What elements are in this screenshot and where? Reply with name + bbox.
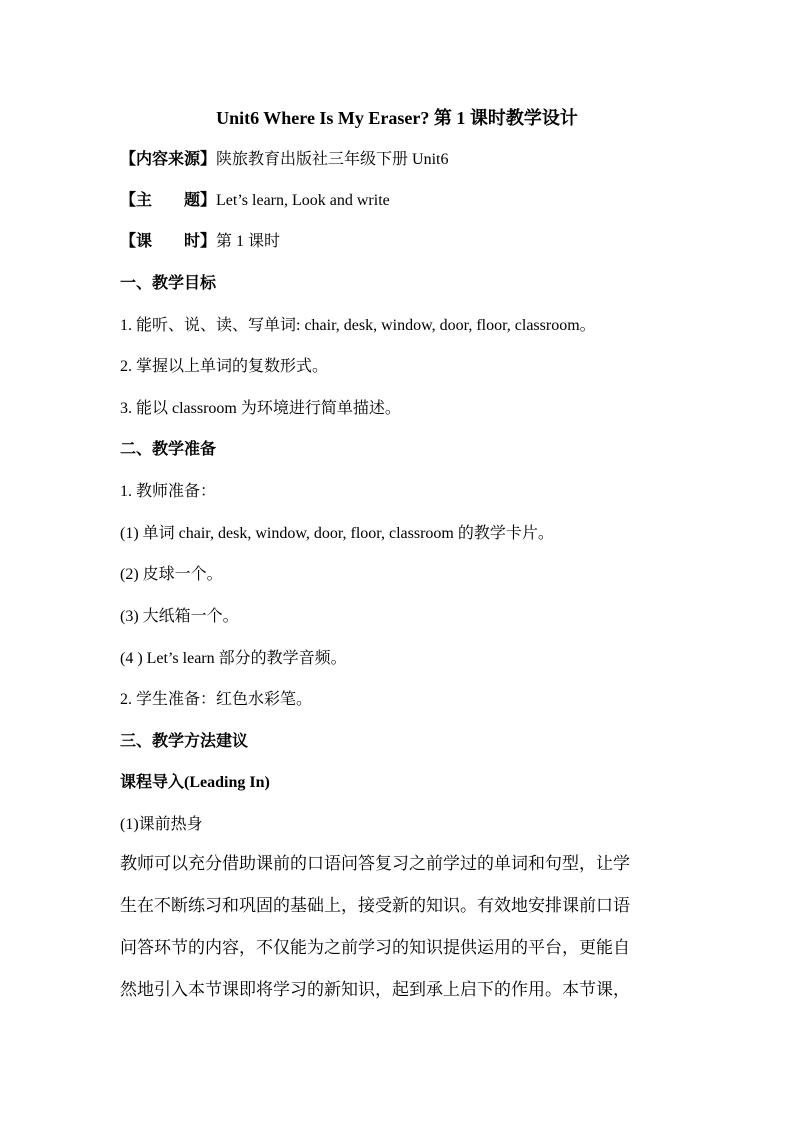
meta-source xyxy=(120,146,448,174)
section-heading-preparation: 二、教学准备 xyxy=(120,441,217,458)
teacher-prep-item-4: (4 ) Let’s learn 部分的教学音频。 xyxy=(120,650,347,667)
teacher-prep-label: 1. 教师准备： xyxy=(120,483,217,500)
paragraph-line-4: 然地引入本节课即将学习的新知识，起到承上启下的作用。本节课， xyxy=(120,980,630,999)
period-label-start: 【课 xyxy=(120,233,153,250)
topic-label-end: 题】 xyxy=(184,192,217,209)
source-value: 陕旅教育出版社三年级下册 Unit6 xyxy=(216,151,449,168)
period-label-end: 时】 xyxy=(184,233,217,250)
paragraph-line-2: 生在不断练习和巩固的基础上，接受新的知识。有效地安排课前口语 xyxy=(120,896,630,915)
section-heading-objectives: 一、教学目标 xyxy=(120,275,217,292)
paragraph-line-1: 教师可以充分借助课前的口语问答复习之前学过的单词和句型，让学 xyxy=(120,854,630,873)
topic-value: Let’s learn, Look and write xyxy=(216,192,390,209)
paragraph-line-3: 问答环节的内容，不仅能为之前学习的知识提供运用的平台，更能自 xyxy=(120,938,630,957)
teacher-prep-item-1: (1) 单词 chair, desk, window, door, floor, classroom 的教学卡片。 xyxy=(120,525,554,542)
source-label: 【内容来源】 xyxy=(120,151,217,168)
period-value: 第 1 课时 xyxy=(216,233,281,250)
objective-item-1: 1. 能听、说、读、写单词: chair, desk, window, door, floor, classroom。 xyxy=(120,317,596,334)
section-heading-methods: 三、教学方法建议 xyxy=(120,733,249,750)
warmup-paragraph xyxy=(120,843,680,1011)
student-prep: 2. 学生准备：红色水彩笔。 xyxy=(120,691,313,708)
objective-item-2: 2. 掌握以上单词的复数形式。 xyxy=(120,358,329,375)
subheading-leading-in: 课程导入(Leading In) xyxy=(120,774,270,791)
step-warmup: (1)课前热身 xyxy=(120,816,203,833)
topic-label-start: 【主 xyxy=(120,192,153,209)
meta-period xyxy=(120,228,280,256)
objective-item-3: 3. 能以 classroom 为环境进行简单描述。 xyxy=(120,400,401,417)
document-title: Unit6 Where Is My Eraser? 第 1 课时教学设计 xyxy=(216,108,578,128)
teacher-prep-item-2: (2) 皮球一个。 xyxy=(120,566,223,583)
teacher-prep-item-3: (3) 大纸箱一个。 xyxy=(120,608,239,625)
meta-topic xyxy=(120,187,390,215)
